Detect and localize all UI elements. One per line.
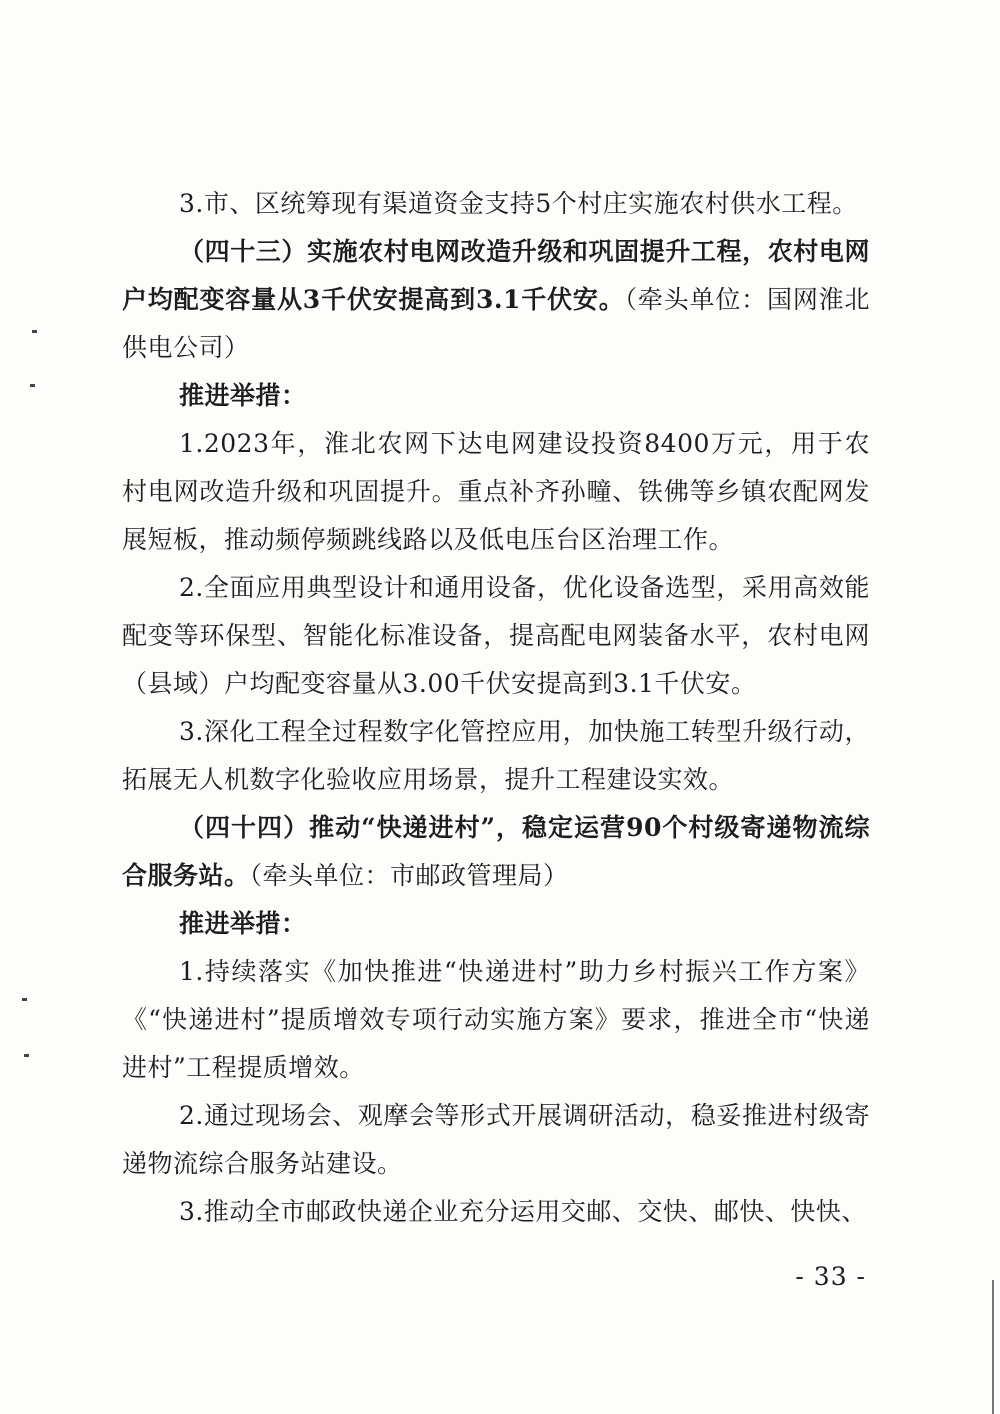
measure-44-3: 3.推动全市邮政快递企业充分运用交邮、交快、邮快、快快、 [179, 1197, 867, 1226]
page-number: - 33 - [795, 1262, 866, 1291]
measure-44-1: 1.持续落实《加快推进“快递进村”助力乡村振兴工作方案》《“快递进村”提质增效专项行动实施方案》要求，推进全市“快递进村”工程提质增效。 [122, 957, 870, 1082]
measure-44-2: 2.通过现场会、观摩会等形式开展调研活动，稳妥推进村级寄递物流综合服务站建设。 [122, 1101, 870, 1178]
measures-heading-2: 推进举措： [179, 909, 307, 938]
measure-43-2: 2.全面应用典型设计和通用设备，优化设备选型，采用高效能配变等环保型、智能化标准设备，提高配电网装备水平，农村电网（县域）户均配变容量从3.00千伏安提高到3.1千伏安。 [122, 573, 870, 698]
paragraph-water-supply: 3.市、区统筹现有渠道资金支持5个村庄实施农村供水工程。 [179, 189, 858, 218]
scan-mark [22, 998, 27, 1001]
heading-item-44-title: （四十四）推动“快递进村”，稳定运营90个村级寄递物流综合服务站。 [122, 813, 870, 890]
heading-item-44-lead-unit: （牵头单位：市邮政管理局） [249, 861, 569, 890]
measure-43-3: 3.深化工程全过程数字化管控应用，加快施工转型升级行动，拓展无人机数字化验收应用场景，提升工程建设实效。 [122, 717, 870, 794]
heading-item-43-lead-unit: （牵头单位：国网淮北供电公司） [122, 285, 870, 362]
heading-item-43-title: （四十三）实施农村电网改造升级和巩固提升工程，农村电网户均配变容量从3千伏安提高到3.1千伏安。 [122, 237, 870, 314]
scan-mark [30, 384, 35, 387]
heading-item-43 [122, 228, 870, 372]
measures-heading-1: 推进举措： [179, 381, 307, 410]
scan-edge-line [992, 1280, 994, 1414]
measure-43-1: 1.2023年，淮北农网下达电网建设投资8400万元，用于农村电网改造升级和巩固提升。重点补齐孙疃、铁佛等乡镇农配网发展短板，推动频停频跳线路以及低电压台区治理工作。 [122, 429, 870, 554]
scan-mark [24, 1054, 29, 1057]
heading-item-44 [122, 804, 870, 900]
scan-mark [32, 330, 37, 333]
